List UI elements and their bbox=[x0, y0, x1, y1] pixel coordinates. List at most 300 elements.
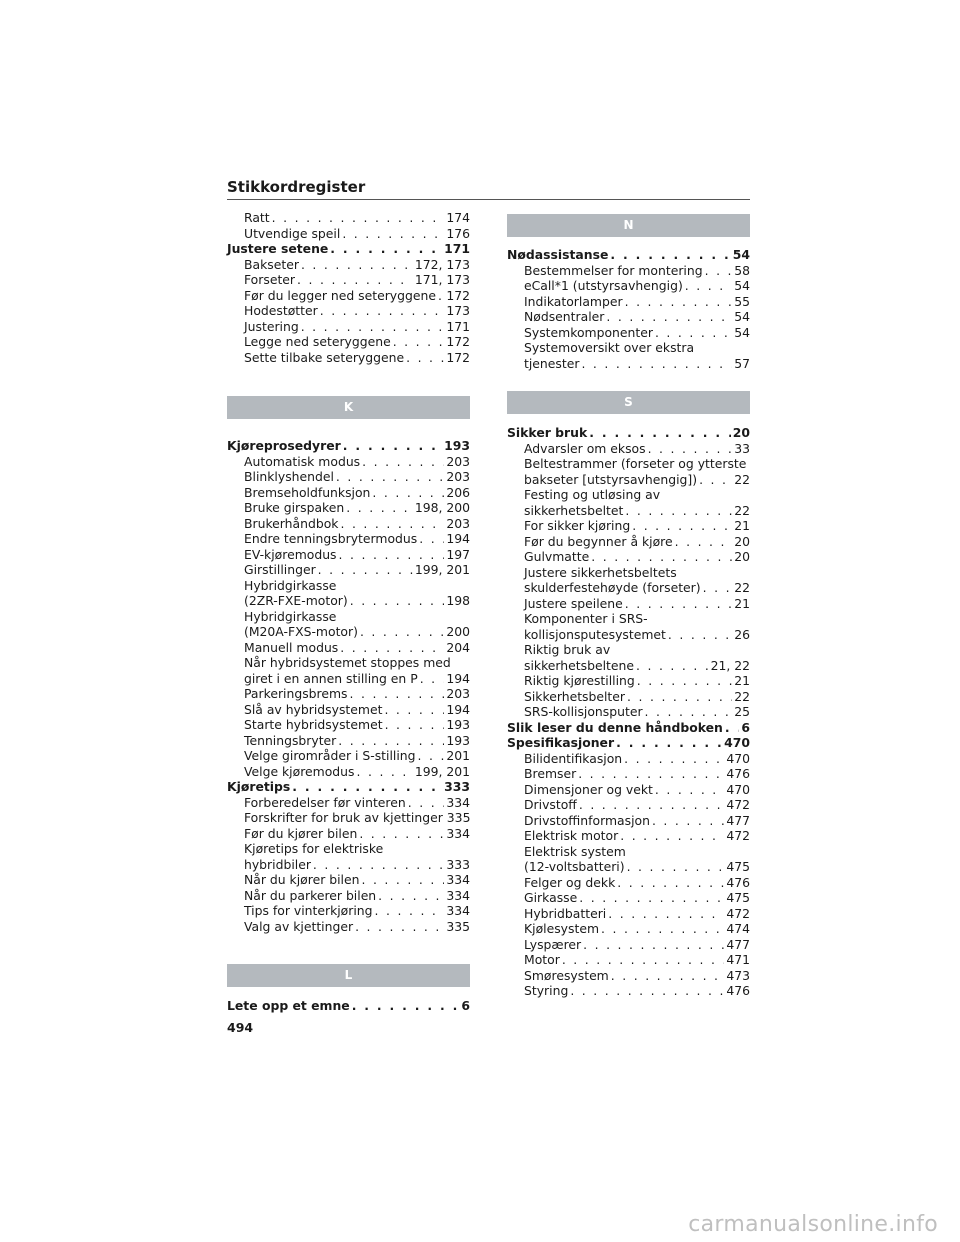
entry-group-n bbox=[507, 247, 750, 371]
entry-label: Spesifikasjoner bbox=[507, 735, 615, 750]
dot-leader bbox=[589, 425, 731, 441]
dot-leader bbox=[625, 596, 732, 612]
dot-leader bbox=[632, 518, 732, 534]
index-sub-entry bbox=[507, 937, 750, 953]
index-sub-entry bbox=[227, 795, 470, 811]
index-sub-entry bbox=[227, 516, 470, 532]
entry-page-ref: 58 bbox=[734, 262, 750, 278]
dot-leader bbox=[342, 226, 444, 242]
dot-leader bbox=[581, 356, 732, 372]
entry-label: kollisjonsputesystemet bbox=[524, 626, 666, 642]
index-sub-entry bbox=[507, 921, 750, 937]
dot-leader bbox=[578, 766, 724, 782]
dot-leader bbox=[292, 779, 442, 795]
entry-page-ref: 199, 201 bbox=[414, 562, 470, 577]
entry-label: Brukerhåndbok bbox=[244, 515, 339, 531]
dot-leader bbox=[384, 702, 444, 718]
index-sub-entry bbox=[227, 454, 470, 470]
entry-label: Når du kjører bilen bbox=[244, 872, 360, 887]
dot-leader bbox=[591, 549, 732, 565]
entry-page-ref: 171, 173 bbox=[414, 272, 470, 287]
index-heading-entry bbox=[227, 241, 470, 257]
index-heading-entry bbox=[507, 247, 750, 263]
entry-page-ref: 172 bbox=[446, 334, 470, 349]
index-sub-entry bbox=[227, 640, 470, 656]
index-sub-entry bbox=[507, 952, 750, 968]
index-sub-entry bbox=[227, 748, 470, 764]
entry-label: Starte hybridsystemet bbox=[244, 717, 383, 732]
dot-leader bbox=[360, 624, 444, 640]
index-sub-entry bbox=[227, 334, 470, 350]
index-sub-entry bbox=[507, 828, 750, 844]
entry-label: (M20A-FXS-motor) bbox=[244, 624, 358, 639]
entry-page-ref: 198, 200 bbox=[414, 500, 470, 515]
entry-label: Nødsentraler bbox=[524, 309, 605, 324]
dot-leader bbox=[320, 303, 445, 319]
index-sub-entry bbox=[507, 580, 750, 596]
index-sub-entry bbox=[227, 562, 470, 578]
entry-label: Tenningsbryter bbox=[244, 732, 337, 748]
entry-page-ref: 22 bbox=[734, 580, 750, 595]
entry-page-ref: 334 bbox=[446, 825, 470, 841]
entry-page-ref: 472 bbox=[726, 797, 750, 812]
entry-page-ref: 20 bbox=[734, 533, 750, 549]
letter-divider-l: L bbox=[227, 964, 470, 987]
index-sub-entry bbox=[507, 673, 750, 689]
dot-leader bbox=[346, 500, 413, 516]
entry-label: Tips for vinterkjøring bbox=[244, 903, 373, 918]
index-entry-label-line: Hybridgirkasse bbox=[244, 577, 337, 593]
entry-label: Drivstoff bbox=[524, 797, 577, 812]
entry-page-ref: 172 bbox=[446, 349, 470, 365]
entry-page-ref: 334 bbox=[446, 872, 470, 887]
entry-label: Slå av hybridsystemet bbox=[244, 701, 383, 717]
entry-label: Drivstoffinformasjon bbox=[524, 812, 650, 828]
index-sub-entry bbox=[507, 627, 750, 643]
entry-page-ref: 471 bbox=[726, 952, 750, 967]
entry-page-ref: 334 bbox=[446, 903, 470, 918]
entry-page-ref: 22 bbox=[734, 688, 750, 704]
index-entry-label-line: Elektrisk system bbox=[524, 843, 626, 859]
entry-label: Styring bbox=[524, 983, 569, 998]
entry-page-ref: 55 bbox=[734, 293, 750, 309]
entry-page-ref: 470 bbox=[726, 750, 750, 766]
dot-leader bbox=[350, 593, 445, 609]
entry-page-ref: 333 bbox=[444, 779, 470, 794]
dot-leader bbox=[375, 903, 445, 919]
entry-page-ref: 54 bbox=[734, 278, 750, 293]
entry-label: Kjølesystem bbox=[524, 921, 600, 936]
dot-leader bbox=[406, 350, 444, 366]
entry-page-ref: 20 bbox=[734, 549, 750, 564]
letter-divider-n: N bbox=[507, 214, 750, 237]
dot-leader bbox=[606, 309, 732, 325]
entry-page-ref: 470 bbox=[724, 735, 750, 750]
dot-leader bbox=[418, 748, 445, 764]
entry-page-ref: 334 bbox=[446, 794, 470, 810]
index-entry-label-line: Komponenter i SRS- bbox=[524, 611, 648, 626]
entry-page-ref: 476 bbox=[726, 766, 750, 781]
index-sub-entry bbox=[507, 309, 750, 325]
index-column-left bbox=[227, 210, 470, 1014]
dot-leader bbox=[699, 472, 732, 488]
entry-page-ref: 334 bbox=[446, 887, 470, 903]
index-sub-entry bbox=[227, 702, 470, 718]
entry-label: Kjøreprosedyrer bbox=[227, 438, 341, 453]
entry-page-ref: 477 bbox=[726, 812, 750, 828]
entry-group-a bbox=[227, 210, 470, 365]
entry-page-ref: 206 bbox=[446, 484, 470, 500]
index-sub-entry bbox=[227, 257, 470, 273]
entry-label: Elektrisk motor bbox=[524, 828, 619, 843]
entry-page-ref: 472 bbox=[726, 905, 750, 921]
index-sub-entry bbox=[507, 906, 750, 922]
dot-leader bbox=[627, 689, 732, 705]
dot-leader bbox=[627, 859, 725, 875]
index-sub-entry bbox=[227, 872, 470, 888]
entry-page-ref: 22 bbox=[734, 502, 750, 518]
dot-leader bbox=[579, 890, 724, 906]
entry-page-ref: 176 bbox=[446, 225, 470, 241]
index-heading-entry bbox=[227, 779, 470, 795]
index-sub-entry bbox=[507, 797, 750, 813]
entry-page-ref: 57 bbox=[734, 355, 750, 371]
entry-label: Hodestøtter bbox=[244, 303, 318, 318]
entry-label: Justere setene bbox=[227, 241, 329, 256]
dot-leader bbox=[703, 580, 733, 596]
dot-leader bbox=[272, 210, 445, 226]
entry-page-ref: 171 bbox=[446, 318, 470, 334]
index-sub-entry bbox=[507, 518, 750, 534]
entry-label: Systemkomponenter bbox=[524, 324, 653, 340]
entry-label: Kjøretips bbox=[227, 779, 291, 794]
entry-label: tjenester bbox=[524, 355, 580, 371]
entry-label: Før du kjører bilen bbox=[244, 825, 358, 841]
entry-label: sikkerhetsbeltene bbox=[524, 657, 634, 673]
dot-leader bbox=[372, 485, 444, 501]
index-sub-entry bbox=[507, 859, 750, 875]
index-sub-entry bbox=[507, 751, 750, 767]
entry-label: Bremseholdfunksjon bbox=[244, 484, 371, 500]
dot-leader bbox=[340, 640, 444, 656]
dot-leader bbox=[637, 673, 732, 689]
entry-page-ref: 21 bbox=[734, 518, 750, 533]
entry-page-ref: 172, 173 bbox=[414, 256, 470, 272]
entry-page-ref: 200 bbox=[446, 624, 470, 639]
dot-leader bbox=[420, 671, 445, 687]
index-sub-entry bbox=[507, 766, 750, 782]
index-sub-entry bbox=[227, 888, 470, 904]
index-sub-entry bbox=[507, 689, 750, 705]
index-sub-entry bbox=[507, 890, 750, 906]
entry-page-ref: 54 bbox=[732, 247, 750, 262]
index-sub-entry bbox=[227, 272, 470, 288]
entry-label: Girstillinger bbox=[244, 562, 316, 577]
entry-label: (2ZR-FXE-motor) bbox=[244, 593, 348, 608]
index-entry-label-line: Beltestrammer (forseter og ytterste bbox=[524, 456, 747, 471]
index-sub-entry bbox=[227, 469, 470, 485]
watermark: carmanualsonline.info bbox=[688, 1212, 938, 1237]
entry-label: Før du legger ned seteryggene bbox=[244, 287, 436, 303]
entry-page-ref: 476 bbox=[726, 874, 750, 890]
index-sub-entry bbox=[227, 919, 470, 935]
dot-leader bbox=[625, 294, 733, 310]
entry-page-ref: 194 bbox=[446, 531, 470, 546]
entry-page-ref: 33 bbox=[734, 440, 750, 456]
entry-label: Legge ned seteryggene bbox=[244, 334, 391, 349]
entry-label: Ratt bbox=[244, 210, 270, 225]
entry-page-ref: 21 bbox=[734, 673, 750, 688]
entry-page-ref: 203 bbox=[446, 469, 470, 484]
entry-page-ref: 193 bbox=[446, 732, 470, 748]
entry-label: Forseter bbox=[244, 272, 296, 287]
entry-page-ref: 193 bbox=[446, 717, 470, 732]
dot-leader bbox=[668, 627, 732, 643]
entry-label: Velge girområder i S-stilling bbox=[244, 748, 416, 763]
entry-page-ref: 335 bbox=[446, 810, 471, 825]
dot-leader bbox=[301, 319, 445, 335]
dot-leader bbox=[356, 764, 412, 780]
entry-page-ref: 193 bbox=[444, 438, 470, 453]
dot-leader bbox=[408, 795, 445, 811]
dot-leader bbox=[359, 826, 444, 842]
index-sub-entry bbox=[507, 983, 750, 999]
entry-page-ref: 171 bbox=[444, 241, 470, 256]
entry-label: Smøresystem bbox=[524, 967, 609, 983]
dot-leader bbox=[583, 937, 724, 953]
entry-label: Sette tilbake seteryggene bbox=[244, 349, 405, 365]
entry-label: Bakseter bbox=[244, 256, 299, 272]
entry-label: Valg av kjettinger bbox=[244, 918, 354, 934]
entry-page-ref: 474 bbox=[726, 921, 750, 936]
index-sub-entry bbox=[227, 547, 470, 563]
entry-label: giret i en annen stilling en P bbox=[244, 670, 418, 686]
index-sub-entry bbox=[507, 278, 750, 294]
entry-label: Sikker bruk bbox=[507, 425, 588, 440]
letter-divider-k: K bbox=[227, 396, 470, 419]
entry-label: Bestemmelser for montering bbox=[524, 262, 703, 278]
index-sub-entry bbox=[507, 875, 750, 891]
entry-label: Velge kjøremodus bbox=[244, 763, 355, 779]
index-heading-entry bbox=[507, 425, 750, 441]
index-sub-entry bbox=[227, 686, 470, 702]
entry-page-ref: 6 bbox=[741, 719, 750, 735]
index-entry-label-line: Når hybridsystemet stoppes med bbox=[244, 655, 451, 670]
entry-label: hybridbiler bbox=[244, 856, 311, 872]
dot-leader bbox=[338, 733, 444, 749]
entry-label: Parkeringsbrems bbox=[244, 686, 348, 701]
index-sub-entry bbox=[507, 704, 750, 720]
entry-page-ref: 473 bbox=[726, 967, 750, 983]
index-sub-entry bbox=[507, 596, 750, 612]
index-sub-entry bbox=[227, 531, 470, 547]
dot-leader bbox=[636, 658, 709, 674]
entry-page-ref: 54 bbox=[734, 309, 750, 324]
entry-label: Gulvmatte bbox=[524, 549, 590, 564]
dot-leader bbox=[608, 906, 724, 922]
entry-label: Girkasse bbox=[524, 890, 578, 905]
index-sub-entry bbox=[227, 717, 470, 733]
dot-leader bbox=[601, 921, 724, 937]
entry-label: Dimensjoner og vekt bbox=[524, 781, 653, 797]
entry-page-ref: 475 bbox=[726, 859, 750, 874]
entry-label: Hybridbatteri bbox=[524, 905, 607, 921]
dot-leader bbox=[301, 257, 413, 273]
dot-leader bbox=[611, 968, 725, 984]
dot-leader bbox=[655, 325, 732, 341]
dot-leader bbox=[675, 534, 733, 550]
index-sub-entry bbox=[507, 503, 750, 519]
entry-page-ref: 199, 201 bbox=[414, 763, 470, 779]
index-sub-entry bbox=[507, 263, 750, 279]
entry-label: EV-kjøremodus bbox=[244, 546, 337, 562]
index-sub-entry bbox=[227, 226, 470, 242]
entry-page-ref: 21, 22 bbox=[710, 657, 750, 673]
entry-label: Justere speilene bbox=[524, 595, 623, 611]
dot-leader bbox=[350, 686, 445, 702]
index-sub-entry bbox=[227, 500, 470, 516]
dot-leader bbox=[343, 438, 442, 454]
entry-page-ref: 6 bbox=[461, 998, 470, 1013]
index-sub-entry bbox=[227, 288, 470, 304]
index-sub-entry bbox=[507, 356, 750, 372]
entry-label: Blinklyshendel bbox=[244, 469, 334, 484]
index-entry-label-line: Systemoversikt over ekstra bbox=[524, 340, 695, 355]
entry-page-ref: 333 bbox=[446, 856, 470, 872]
entry-page-ref: 197 bbox=[446, 546, 470, 562]
index-heading-entry bbox=[507, 720, 750, 736]
index-sub-entry bbox=[507, 549, 750, 565]
dot-leader bbox=[318, 562, 413, 578]
entry-label: Indikatorlamper bbox=[524, 293, 623, 309]
index-sub-entry bbox=[227, 733, 470, 749]
entry-label: Motor bbox=[524, 952, 560, 967]
entry-label: sikkerhetsbeltet bbox=[524, 502, 624, 518]
entry-label: Når du parkerer bilen bbox=[244, 887, 377, 903]
index-entry-label-line: Festing og utløsing av bbox=[524, 487, 661, 502]
entry-page-ref: 20 bbox=[732, 425, 750, 440]
index-entry-label-line: Riktig bruk av bbox=[524, 642, 611, 657]
index-sub-entry bbox=[227, 303, 470, 319]
entry-label: Bruke girspaken bbox=[244, 500, 345, 515]
dot-leader bbox=[385, 717, 445, 733]
index-sub-entry bbox=[507, 441, 750, 457]
index-sub-entry bbox=[227, 764, 470, 780]
dot-leader bbox=[610, 247, 730, 263]
entry-label: Forskrifter for bruk av kjettinger bbox=[244, 810, 443, 825]
entry-page-ref: 477 bbox=[726, 936, 750, 952]
entry-page-ref: 476 bbox=[726, 983, 750, 998]
index-sub-entry bbox=[227, 857, 470, 873]
entry-page-ref: 335 bbox=[446, 918, 470, 934]
index-entry-label-line: Kjøretips for elektriske bbox=[244, 841, 384, 856]
index-sub-entry bbox=[507, 813, 750, 829]
entry-label: Før du begynner å kjøre bbox=[524, 533, 673, 549]
entry-label: Endre tenningsbrytermodus bbox=[244, 531, 418, 546]
dot-leader bbox=[339, 547, 445, 563]
entry-label: (12-voltsbatteri) bbox=[524, 859, 625, 874]
entry-label: Nødassistanse bbox=[507, 247, 609, 262]
entry-page-ref: 470 bbox=[726, 781, 750, 797]
dot-leader bbox=[617, 875, 724, 891]
entry-label: For sikker kjøring bbox=[524, 518, 631, 533]
entry-label: skulderfestehøyde (forseter) bbox=[524, 580, 701, 595]
index-sub-entry bbox=[227, 319, 470, 335]
entry-label: Slik leser du denne håndboken bbox=[507, 719, 723, 735]
entry-label: Lyspærer bbox=[524, 936, 582, 952]
entry-label: Automatisk modus bbox=[244, 453, 361, 469]
entry-page-ref: 194 bbox=[446, 670, 470, 686]
index-sub-entry bbox=[227, 210, 470, 226]
index-sub-entry bbox=[507, 658, 750, 674]
dot-leader bbox=[362, 454, 444, 470]
index-heading-entry bbox=[227, 438, 470, 454]
index-entry-label-line: Justere sikkerhetsbeltets bbox=[524, 564, 677, 580]
entry-page-ref: 203 bbox=[446, 453, 470, 469]
entry-page-ref: 22 bbox=[734, 471, 750, 487]
page-number: 494 bbox=[227, 1020, 254, 1035]
index-heading-entry bbox=[227, 998, 470, 1014]
index-sub-entry bbox=[507, 534, 750, 550]
dot-leader bbox=[616, 735, 722, 751]
entry-page-ref: 26 bbox=[734, 626, 750, 642]
entry-page-ref: 203 bbox=[446, 515, 470, 531]
index-heading-entry bbox=[507, 735, 750, 751]
dot-leader bbox=[330, 241, 442, 257]
entry-page-ref: 204 bbox=[446, 639, 470, 655]
dot-leader bbox=[625, 503, 732, 519]
dot-leader bbox=[570, 983, 724, 999]
dot-leader bbox=[624, 751, 724, 767]
entry-label: SRS-kollisjonsputer bbox=[524, 704, 643, 719]
dot-leader bbox=[352, 998, 460, 1014]
entry-label: eCall*1 (utstyrsavhengig) bbox=[524, 278, 683, 293]
entry-page-ref: 198 bbox=[446, 593, 470, 608]
dot-leader bbox=[340, 516, 444, 532]
entry-label: Riktig kjørestilling bbox=[524, 673, 635, 688]
dot-leader bbox=[579, 797, 725, 813]
entry-label: Manuell modus bbox=[244, 639, 339, 655]
dot-leader bbox=[355, 919, 444, 935]
entry-page-ref: 194 bbox=[446, 701, 470, 717]
dot-leader bbox=[725, 720, 740, 736]
index-sub-entry bbox=[507, 294, 750, 310]
index-sub-entry bbox=[227, 593, 470, 609]
entry-label: Sikkerhetsbelter bbox=[524, 688, 626, 704]
entry-label: Forberedelser før vinteren bbox=[244, 794, 406, 810]
entry-label: Bremser bbox=[524, 766, 577, 781]
entry-page-ref: 54 bbox=[734, 324, 750, 340]
entry-page-ref: 21 bbox=[734, 595, 750, 611]
entry-group-l bbox=[227, 998, 470, 1014]
index-sub-entry bbox=[227, 624, 470, 640]
dot-leader bbox=[562, 952, 725, 968]
header-divider bbox=[227, 199, 750, 200]
dot-leader bbox=[297, 272, 413, 288]
index-sub-entry bbox=[227, 810, 470, 826]
entry-page-ref: 201 bbox=[446, 748, 470, 763]
dot-leader bbox=[378, 888, 444, 904]
index-sub-entry bbox=[507, 968, 750, 984]
entry-label: Bilidentifikasjon bbox=[524, 750, 623, 766]
index-entry-label-line: Hybridgirkasse bbox=[244, 608, 337, 624]
dot-leader bbox=[620, 828, 724, 844]
entry-label: Advarsler om eksos bbox=[524, 440, 646, 456]
entry-page-ref: 475 bbox=[726, 890, 750, 905]
index-column-right bbox=[507, 214, 750, 999]
entry-page-ref: 203 bbox=[446, 686, 470, 701]
index-sub-entry bbox=[507, 325, 750, 341]
